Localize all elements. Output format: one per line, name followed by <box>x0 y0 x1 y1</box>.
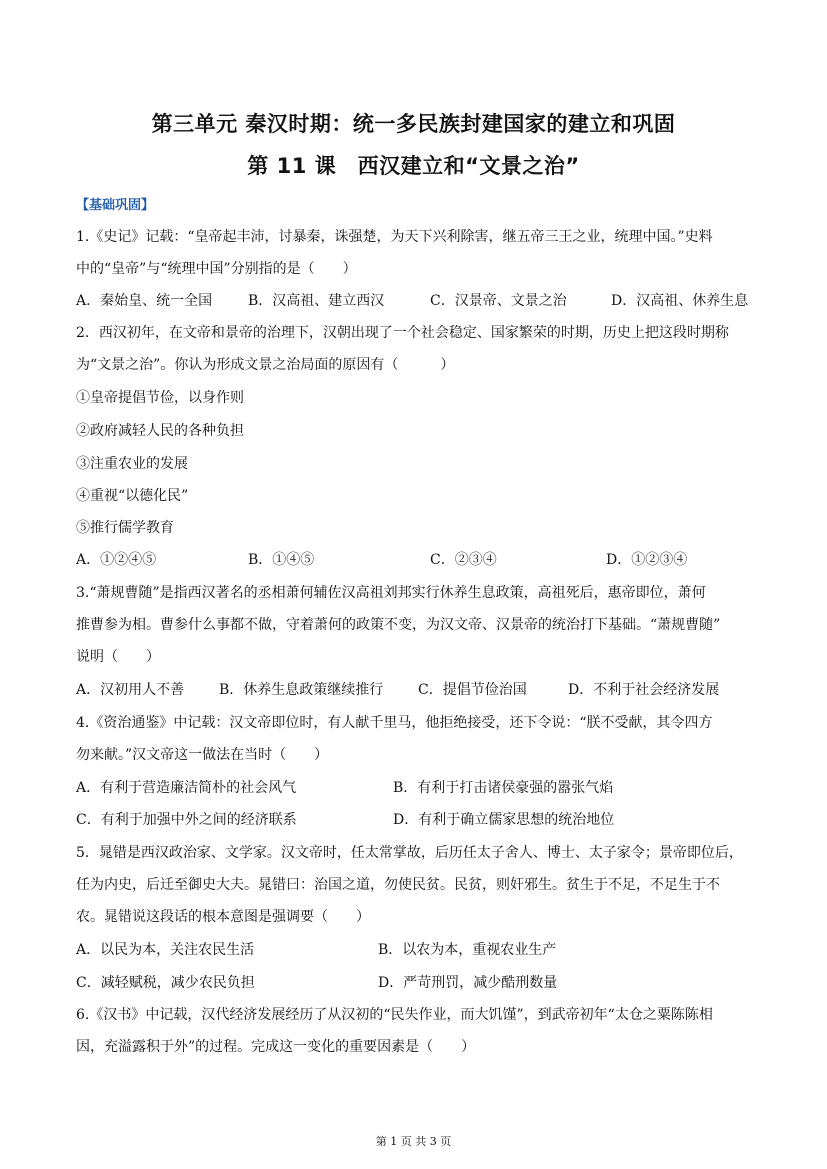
q3-option-a: A．汉初用人不善 <box>76 682 185 698</box>
question-6-line-2: 因，充溢露积于外”的过程。完成这一变化的重要因素是（ ） <box>76 1039 476 1055</box>
q4-option-d: D．有利于确立儒家思想的统治地位 <box>393 812 615 828</box>
question-5-line-1: 5．晁错是西汉政治家、文学家。汉文帝时，任太常掌故，后历任太子舍人、博士、太子家令；景帝即位后， <box>76 845 743 861</box>
q1-option-d: D．汉高祖、休养生息 <box>611 293 749 309</box>
question-5-line-2: 任为内史，后迁至御史大夫。晁错曰：治国之道，勿使民贫。民贫，则奸邪生。贫生于不足，不足生于不 <box>76 877 720 893</box>
q2-item-3: ③注重农业的发展 <box>76 456 188 472</box>
q2-item-1: ①皇帝提倡节俭，以身作则 <box>76 390 244 406</box>
question-2-line-2: 为“文景之治”。你认为形成文景之治局面的原因有（ ） <box>76 357 455 373</box>
section-label: 【基础巩固】 <box>76 198 155 213</box>
q2-option-b: B．①④⑤ <box>248 552 315 568</box>
q3-option-d: D．不利于社会经济发展 <box>568 682 720 698</box>
question-4-line-2: 勿来献。”汉文帝这一做法在当时（ ） <box>76 747 329 763</box>
question-5-line-3: 农。晁错说这段话的根本意图是强调要（ ） <box>76 909 370 925</box>
question-6-line-1: 6.《汉书》中记载，汉代经济发展经历了从汉初的“民失作业，而大饥馑”，到武帝初年“太仓之粟陈陈相 <box>76 1007 713 1023</box>
q4-option-a: A．有利于营造廉洁简朴的社会风气 <box>76 780 297 796</box>
question-1-line-1: 1.《史记》记载：“皇帝起丰沛，讨暴秦，诛强楚，为天下兴利除害，继五帝三王之业，统理中国。”史料 <box>76 229 713 245</box>
question-3-line-1: 3.“萧规曹随”是指西汉著名的丞相萧何辅佐汉高祖刘邦实行休养生息政策，高祖死后，惠帝即位，萧何 <box>76 585 706 601</box>
question-3-line-3: 说明（ ） <box>76 649 160 665</box>
page-footer: 第 1 页 共 3 页 <box>375 1135 452 1148</box>
q2-item-2: ②政府减轻人民的各种负担 <box>76 423 244 439</box>
q1-option-a: A．秦始皇、统一全国 <box>76 293 213 309</box>
question-2-line-1: 2．西汉初年，在文帝和景帝的治理下，汉朝出现了一个社会稳定、国家繁荣的时期，历史上把这段时期称 <box>76 325 729 341</box>
q1-option-b: B．汉高祖、建立西汉 <box>248 293 385 309</box>
q2-option-c: C．②③④ <box>430 552 497 568</box>
q5-option-d: D．严苛刑罚，减少酷刑数量 <box>378 975 558 991</box>
q2-item-5: ⑤推行儒学教育 <box>76 520 174 536</box>
q5-option-c: C．减轻赋税，减少农民负担 <box>76 975 255 991</box>
question-1-line-2: 中的“皇帝”与“统理中国”分别指的是（ ） <box>76 261 357 277</box>
q1-option-c: C．汉景帝、文景之治 <box>430 293 567 309</box>
question-4-line-1: 4.《资治通鉴》中记载：汉文帝即位时，有人献千里马，他拒绝接受，还下令说：“朕不受献，其令四方 <box>76 715 713 731</box>
q2-item-4: ④重视“以德化民” <box>76 488 189 504</box>
q2-option-a: A．①②④⑤ <box>76 552 157 568</box>
unit-title: 第三单元 秦汉时期：统一多民族封建国家的建立和巩固 <box>151 112 676 136</box>
question-3-line-2: 推曹参为相。曹参什么事都不做，守着萧何的政策不变，为汉文帝、汉景帝的统治打下基础。“萧规曹随” <box>76 617 721 633</box>
q5-option-b: B．以农为本，重视农业生产 <box>378 942 557 958</box>
lesson-title: 第 11 课 西汉建立和“文景之治” <box>247 154 580 178</box>
q4-option-c: C．有利于加强中外之间的经济联系 <box>76 812 297 828</box>
q3-option-c: C．提倡节俭治国 <box>418 682 527 698</box>
q4-option-b: B．有利于打击诸侯豪强的嚣张气焰 <box>393 780 614 796</box>
q3-option-b: B．休养生息政策继续推行 <box>219 682 384 698</box>
q5-option-a: A．以民为本，关注农民生活 <box>76 942 255 958</box>
q2-option-d: D．①②③④ <box>606 552 688 568</box>
